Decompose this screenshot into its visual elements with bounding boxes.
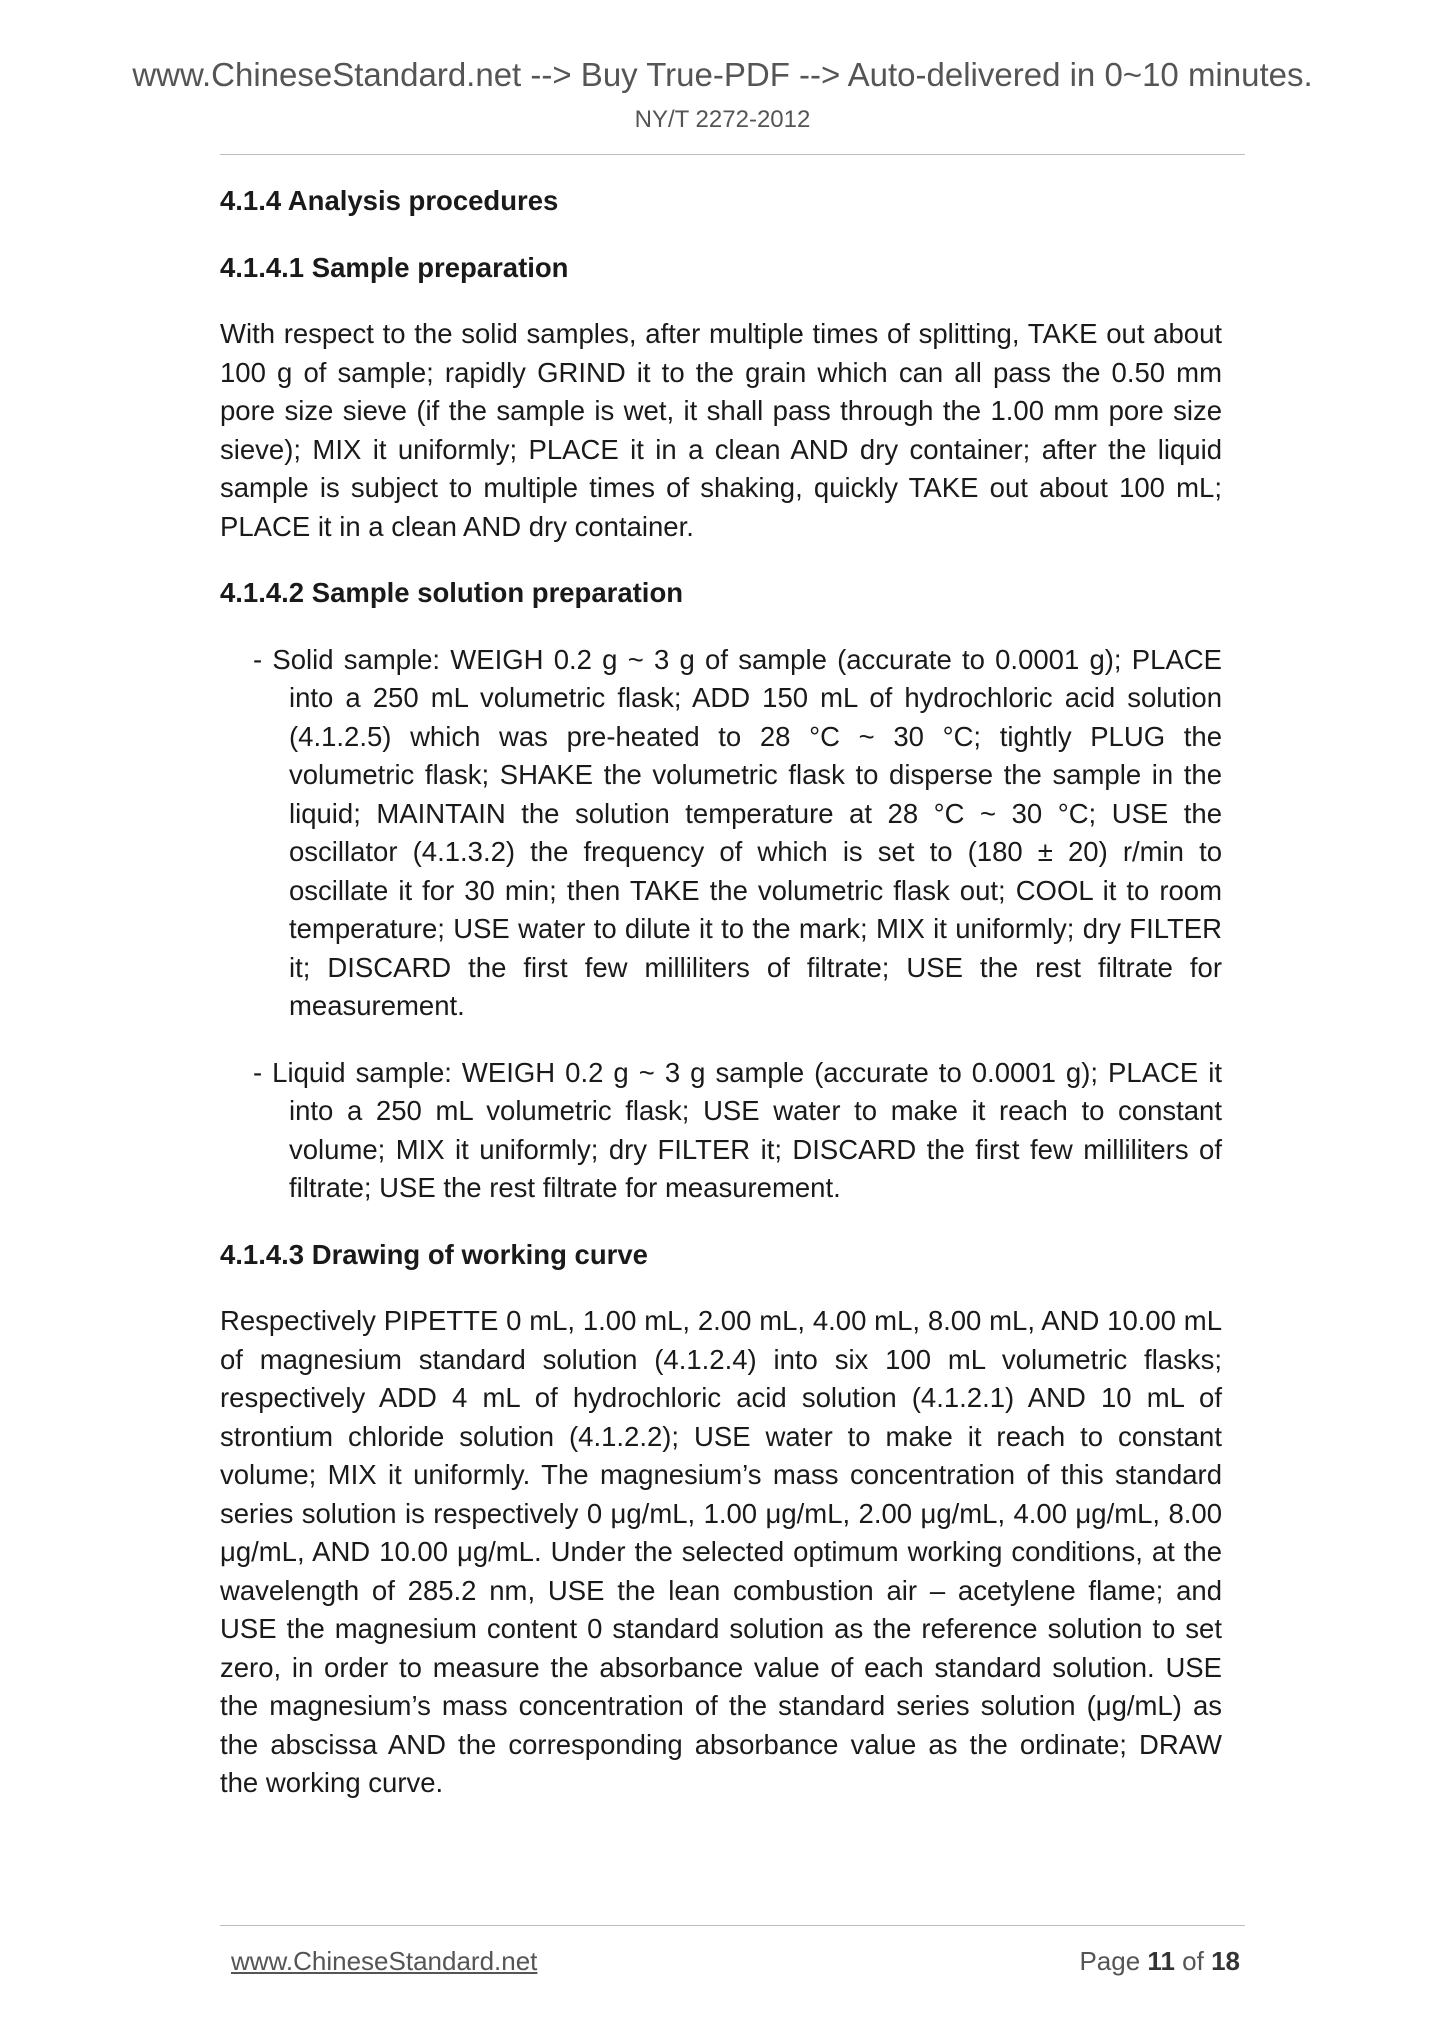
header-banner: www.ChineseStandard.net --> Buy True-PDF --> Auto-delivered in 0~10 minutes. — [132, 56, 1313, 93]
page-label: Page — [1079, 1946, 1141, 1976]
section-heading-4-1-4-2: 4.1.4.2 Sample solution preparation — [220, 577, 684, 608]
list-item-solid-sample: - Solid sample: WEIGH 0.2 g ~ 3 g of sample (accurate to 0.0001 g); PLACE into a 250 mL volumetric flask; ADD 150 mL of hydrochloric acid solution (4.1.2.5) which was pre-heated to 28 °C ~ 30 °C; tightly PLUG the volumetric flask; SHAKE the volumetric flask to disperse the sample in the liquid; MAINTAIN the solution temperature at 28 °C ~ 30 °C; USE the oscillator (4.1.3.2) the frequency of which is set to (180 ± 20) r/min to oscillate it for 30 min; then TAKE the volumetric flask out; COOL it to room temperature; USE water to dilute it to the mark; MIX it uniformly; dry FILTER it; DISCARD the first few milliliters of filtrate; USE the rest filtrate for measurement. — [253, 643, 1222, 1021]
paragraph-working-curve: Respectively PIPETTE 0 mL, 1.00 mL, 2.00 mL, 4.00 mL, 8.00 mL, AND 10.00 mL of magnesium standard solution (4.1.2.4) into six 100 mL volumetric flasks; respectively ADD 4 mL of hydrochloric acid solution (4.1.2.1) AND 10 mL of strontium chloride solution (4.1.2.2); USE water to make it reach to constant volume; MIX it uniformly. The magnesium’s mass concentration of this standard series solution is respectively 0 μg/mL, 1.00 μg/mL, 2.00 μg/mL, 4.00 μg/mL, 8.00 μg/mL, AND 10.00 μg/mL. Under the selected optimum working conditions, at the wavelength of 285.2 nm, USE the lean combustion air – acetylene flame; and USE the magnesium content 0 standard solution as the reference solution to set zero, in order to measure the absorbance value of each standard solution. USE the magnesium’s mass concentration of the standard series solution (μg/mL) as the abscissa AND the corresponding absorbance value as the ordinate; DRAW the working curve. — [220, 1305, 1222, 1798]
section-heading-4-1-4: 4.1.4 Analysis procedures — [220, 185, 559, 216]
footer-website-link[interactable]: www.ChineseStandard.net — [231, 1946, 538, 1976]
section-heading-4-1-4-3: 4.1.4.3 Drawing of working curve — [220, 1238, 648, 1270]
page-total: 18 — [1211, 1946, 1240, 1976]
page-number — [1079, 1946, 1240, 1977]
document-code: NY/T 2272-2012 — [634, 106, 811, 133]
footer-divider — [220, 1925, 1245, 1926]
page-current: 11 — [1147, 1946, 1175, 1976]
page-of-label: of — [1182, 1946, 1204, 1976]
header-divider — [220, 154, 1245, 155]
list-item-liquid-sample: - Liquid sample: WEIGH 0.2 g ~ 3 g sample (accurate to 0.0001 g); PLACE it into a 250 mL volumetric flask; USE water to make it reach to constant volume; MIX it uniformly; dry FILTER it; DISCARD the first few milliliters of filtrate; USE the rest filtrate for measurement. — [253, 1056, 1222, 1203]
document-body — [220, 182, 1222, 1803]
paragraph-sample-preparation: With respect to the solid samples, after multiple times of splitting, TAKE out about 100 g of sample; rapidly GRIND it to the grain which can all pass the 0.50 mm pore size sieve (if the sample is wet, it shall pass through the 1.00 mm pore size sieve); MIX it uniformly; PLACE it in a clean AND dry container; after the liquid sample is subject to multiple times of shaking, quickly TAKE out about 100 mL; PLACE it in a clean AND dry container. — [220, 318, 1222, 542]
section-heading-4-1-4-1: 4.1.4.1 Sample preparation — [220, 251, 569, 283]
